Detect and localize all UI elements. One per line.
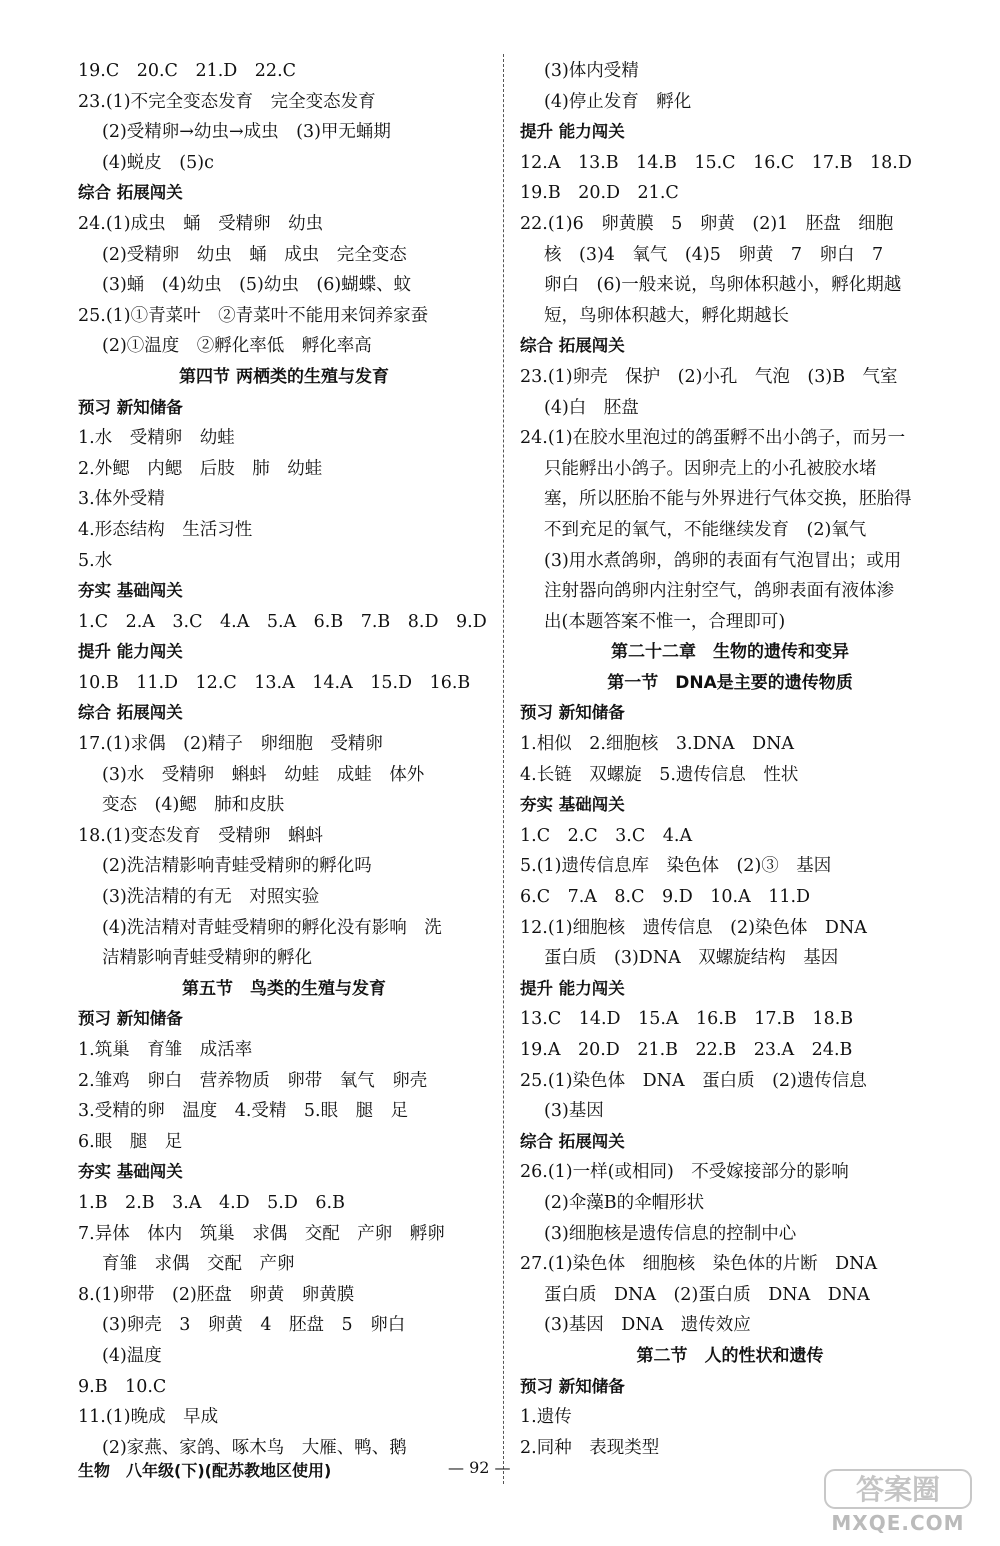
answer-line-continued: 蛋白质 (3)DNA 双螺旋结构 基因 [544, 948, 839, 969]
answer-line-continued: (2)洗洁精影响青蛙受精卵的孵化吗 [102, 856, 372, 877]
answer-line: 2.雏鸡 卵白 营养物质 卵带 氧气 卵壳 [78, 1070, 428, 1091]
watermark-logo-text: 答案圈 [855, 1473, 941, 1506]
section-title: 第二节 人的性状和遗传 [636, 1345, 824, 1366]
answer-line: 6.C 7.A 8.C 9.D 10.A 11.D [520, 887, 811, 908]
answer-line: 25.(1)染色体 DNA 蛋白质 (2)遗传信息 [520, 1070, 867, 1091]
subsection-heading: 综合 拓展闯关 [520, 1131, 625, 1151]
answer-line: 1.水 受精卵 幼蛙 [78, 428, 235, 449]
subsection-heading: 预习 新知储备 [78, 1009, 183, 1029]
answer-line-continued: (2)受精卵→幼虫→成虫 (3)甲无蛹期 [102, 122, 391, 143]
section-title: 第二十二章 生物的遗传和变异 [611, 642, 849, 663]
answer-line: 7.异体 体内 筑巢 求偶 交配 产卵 孵卵 [78, 1223, 445, 1244]
watermark-logo-icon [823, 1466, 973, 1512]
answer-line-continued: (2)伞藻B的伞帽形状 [544, 1192, 705, 1213]
answer-line-continued: (3)蛹 (4)幼虫 (5)幼虫 (6)蝴蝶、蚊 [102, 275, 412, 296]
answer-line: 23.(1)不完全变态发育 完全变态发育 [78, 91, 376, 112]
answer-line: 5.(1)遗传信息库 染色体 (2)③ 基因 [520, 856, 832, 877]
answer-line: 12.(1)细胞核 遗传信息 (2)染色体 DNA [520, 917, 867, 938]
answer-line-continued: 出(本题答案不惟一，合理即可) [544, 611, 786, 632]
answer-line-continued: (3)用水煮鸽卵，鸽卵的表面有气泡冒出；或用 [544, 550, 902, 571]
answer-line-continued: (4)白 胚盘 [544, 397, 639, 418]
answer-line-continued: (4)温度 [102, 1345, 162, 1366]
section-title: 第一节 DNA是主要的遗传物质 [607, 672, 853, 693]
answer-line-continued: 塞，所以胚胎不能与外界进行气体交换，胚胎得 [544, 489, 912, 510]
subsection-heading: 预习 新知储备 [520, 703, 625, 723]
answer-line: 23.(1)卵壳 保护 (2)小孔 气泡 (3)B 气室 [520, 366, 898, 387]
left-column [78, 56, 490, 1463]
answer-line: 1.遗传 [520, 1407, 572, 1428]
answer-line: 25.(1)①青菜叶 ②青菜叶不能用来饲养家蚕 [78, 305, 429, 326]
answer-line: 24.(1)在胶水里泡过的鸽蛋孵不出小鸽子，而另一 [520, 428, 906, 449]
answer-line-continued: (2)家燕、家鸽、啄木鸟 大雁、鸭、鹅 [102, 1437, 407, 1458]
subsection-heading: 提升 能力闯关 [520, 122, 625, 142]
subsection-heading: 提升 能力闯关 [520, 978, 625, 998]
answer-line-continued: (4)蜕皮 (5)c [102, 152, 214, 173]
answer-line: 12.A 13.B 14.B 15.C 16.C 17.B 18.D [520, 152, 912, 173]
answer-line: 19.B 20.D 21.C [520, 183, 679, 204]
answer-line-continued: (3)卵壳 3 卵黄 4 胚盘 5 卵白 [102, 1315, 406, 1336]
answer-line: 17.(1)求偶 (2)精子 卵细胞 受精卵 [78, 734, 383, 755]
answer-line-continued: (4)停止发育 孵化 [544, 91, 692, 112]
answer-line: 8.(1)卵带 (2)胚盘 卵黄 卵黄膜 [78, 1284, 355, 1305]
answer-line-continued: 注射器向鸽卵内注射空气，鸽卵表面有液体渗 [544, 581, 894, 602]
answer-line: 24.(1)成虫 蛹 受精卵 幼虫 [78, 213, 324, 234]
answer-line: 1.C 2.A 3.C 4.A 5.A 6.B 7.B 8.D 9.D [78, 611, 487, 632]
answer-line: 9.B 10.C [78, 1376, 167, 1397]
subsection-heading: 提升 能力闯关 [78, 642, 183, 662]
subsection-heading: 综合 拓展闯关 [520, 336, 625, 356]
answer-line: 4.长链 双螺旋 5.遗传信息 性状 [520, 764, 799, 785]
subsection-heading: 预习 新知储备 [78, 397, 183, 417]
answer-line: 1.相似 2.细胞核 3.DNA DNA [520, 734, 795, 755]
answer-line-continued: 短，鸟卵体积越大，孵化期越长 [544, 305, 789, 326]
answer-line-continued: (3)基因 DNA 遗传效应 [544, 1315, 751, 1336]
answer-line: 4.形态结构 生活习性 [78, 519, 253, 540]
answer-line: 1.B 2.B 3.A 4.D 5.D 6.B [78, 1192, 345, 1213]
answer-line-continued: (3)洗洁精的有无 对照实验 [102, 887, 320, 908]
answer-line: 26.(1)一样(或相同) 不受嫁接部分的影响 [520, 1162, 849, 1183]
column-divider [503, 54, 504, 1484]
subsection-heading: 预习 新知储备 [520, 1376, 625, 1396]
section-title: 第四节 两栖类的生殖与发育 [179, 366, 389, 387]
subsection-heading: 夯实 基础闯关 [78, 1162, 183, 1182]
answer-line: 1.C 2.C 3.C 4.A [520, 825, 693, 846]
answer-line-continued: 蛋白质 DNA (2)蛋白质 DNA DNA [544, 1284, 870, 1305]
answer-line: 5.水 [78, 550, 113, 571]
answer-line-continued: (3)水 受精卵 蝌蚪 幼蛙 成蛙 体外 [102, 764, 425, 785]
right-column [520, 56, 940, 1463]
section-title: 第五节 鸟类的生殖与发育 [182, 978, 386, 999]
answer-line: 3.体外受精 [78, 489, 165, 510]
answer-line: 11.(1)晚成 早成 [78, 1407, 219, 1428]
answer-line-continued: 洁精影响青蛙受精卵的孵化 [102, 948, 312, 969]
answer-line-continued: (3)体内受精 [544, 61, 639, 81]
answer-line: 10.B 11.D 12.C 13.A 14.A 15.D 16.B [78, 672, 471, 693]
answer-line: 13.C 14.D 15.A 16.B 17.B 18.B [520, 1009, 854, 1030]
answer-line: 2.同种 表现类型 [520, 1437, 660, 1458]
answer-line-continued: (3)细胞核是遗传信息的控制中心 [544, 1223, 797, 1244]
answer-line-continued: 育雏 求偶 交配 产卵 [102, 1254, 295, 1275]
watermark [808, 1466, 988, 1536]
subsection-heading: 综合 拓展闯关 [78, 703, 183, 723]
answer-line: 18.(1)变态发育 受精卵 蝌蚪 [78, 825, 324, 846]
answer-line-continued: (3)基因 [544, 1101, 604, 1122]
subsection-heading: 夯实 基础闯关 [520, 795, 625, 815]
answer-line-continued: 只能孵出小鸽子。因卵壳上的小孔被胶水堵 [544, 458, 877, 479]
answer-line: 1.筑巢 育雏 成活率 [78, 1040, 253, 1060]
answer-line-continued: (2)受精卵 幼虫 蛹 成虫 完全变态 [102, 244, 407, 265]
subsection-heading: 综合 拓展闯关 [78, 183, 183, 203]
answer-line-continued: 核 (3)4 氧气 (4)5 卵黄 7 卵白 7 [544, 244, 884, 265]
watermark-url: MXQE.COM [831, 1511, 965, 1535]
answer-line: 22.(1)6 卵黄膜 5 卵黄 (2)1 胚盘 细胞 [520, 213, 894, 234]
answer-line: 3.受精的卵 温度 4.受精 5.眼 腿 足 [78, 1101, 409, 1122]
answer-line-continued: (2)①温度 ②孵化率低 孵化率高 [102, 336, 372, 357]
footer-book-label: 生物 八年级(下)(配苏教地区使用) [78, 1461, 332, 1480]
footer-page-number: — 92 — [448, 1458, 511, 1477]
answer-line: 6.眼 腿 足 [78, 1131, 183, 1152]
answer-line-continued: 卵白 (6)一般来说，鸟卵体积越小，孵化期越 [544, 275, 902, 296]
answer-line-continued: 变态 (4)鳃 肺和皮肤 [102, 795, 285, 816]
answer-line: 19.C 20.C 21.D 22.C [78, 61, 297, 81]
answer-line: 19.A 20.D 21.B 22.B 23.A 24.B [520, 1040, 853, 1060]
subsection-heading: 夯实 基础闯关 [78, 581, 183, 601]
answer-line-continued: 不到充足的氧气，不能继续发育 (2)氧气 [544, 519, 867, 540]
answer-line: 27.(1)染色体 细胞核 染色体的片断 DNA [520, 1254, 878, 1275]
answer-line: 2.外鳃 内鳃 后肢 肺 幼蛙 [78, 458, 323, 479]
answer-line-continued: (4)洗洁精对青蛙受精卵的孵化没有影响 洗 [102, 917, 442, 938]
